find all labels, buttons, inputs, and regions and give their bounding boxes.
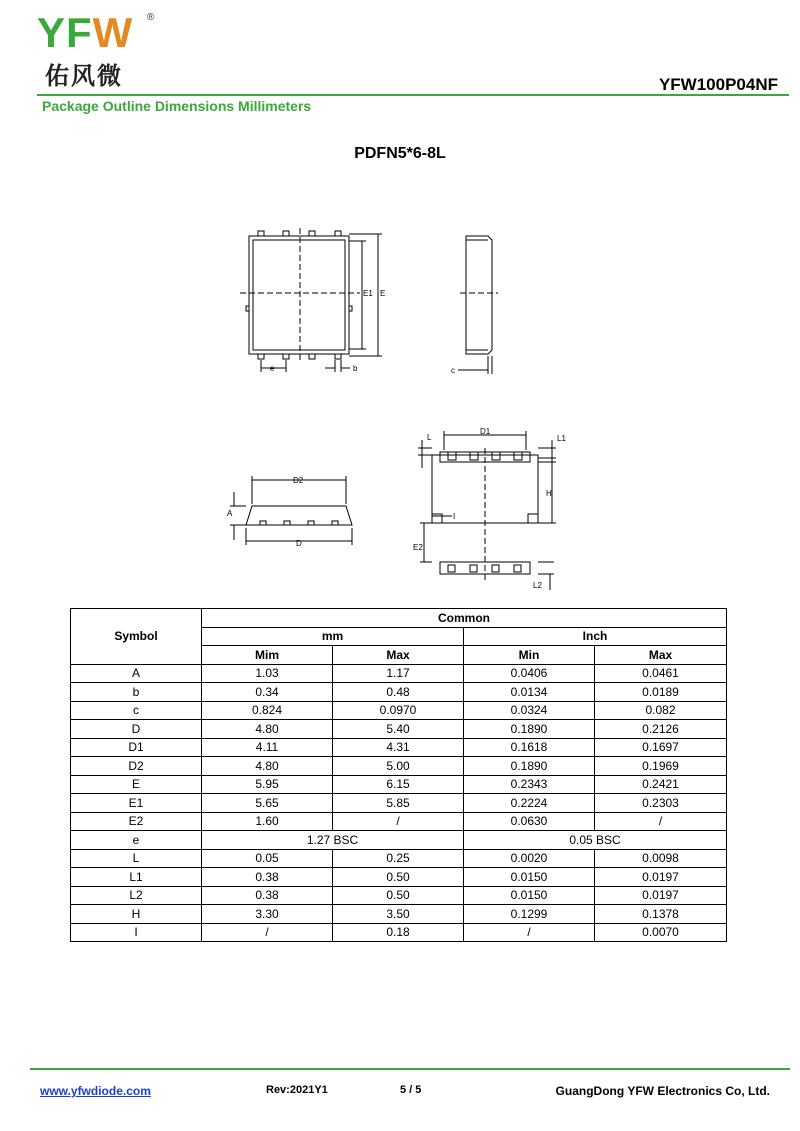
dim-label-a: A bbox=[227, 509, 233, 518]
dim-label-e1: E1 bbox=[363, 289, 373, 298]
cell-inch-max: 0.1378 bbox=[595, 905, 727, 924]
cell-symbol: I bbox=[71, 923, 202, 942]
cell-inch-min: 0.0630 bbox=[464, 812, 595, 831]
dim-label-e: e bbox=[270, 364, 275, 373]
dimensions-table bbox=[70, 608, 727, 942]
cell-symbol: E2 bbox=[71, 812, 202, 831]
cell-symbol: L bbox=[71, 849, 202, 868]
cell-mm-min: 4.80 bbox=[202, 720, 333, 739]
dim-label-c: c bbox=[451, 366, 455, 375]
logo-chinese-name: 佑风微 bbox=[45, 62, 123, 90]
cell-mm-min: 3.30 bbox=[202, 905, 333, 924]
cell-mm-min: 0.824 bbox=[202, 701, 333, 720]
cell-inch-min: 0.0134 bbox=[464, 683, 595, 702]
dim-label-d1: D1 bbox=[480, 427, 491, 436]
dim-label-d2: D2 bbox=[293, 476, 304, 485]
revision-label: Rev:2021Y1 bbox=[266, 1084, 328, 1096]
cell-symbol: L2 bbox=[71, 886, 202, 905]
cell-inch-min: 0.0150 bbox=[464, 886, 595, 905]
company-name: GuangDong YFW Electronics Co, Ltd. bbox=[555, 1084, 770, 1098]
bottom-view bbox=[418, 431, 556, 590]
front-view bbox=[230, 476, 352, 545]
cell-mm-max: 6.15 bbox=[333, 775, 464, 794]
inch-max-header: Max bbox=[595, 646, 727, 665]
mm-min-header: Mim bbox=[202, 646, 333, 665]
table-row bbox=[71, 886, 727, 905]
common-header: Common bbox=[202, 609, 727, 628]
table-row bbox=[71, 812, 727, 831]
cell-inch-max: 0.0189 bbox=[595, 683, 727, 702]
cell-inch-max: 0.0461 bbox=[595, 664, 727, 683]
dim-label-e-total: E bbox=[380, 289, 386, 298]
cell-mm-min: 1.03 bbox=[202, 664, 333, 683]
cell-inch-min: 0.2224 bbox=[464, 794, 595, 813]
cell-inch-min: 0.1299 bbox=[464, 905, 595, 924]
cell-symbol: b bbox=[71, 683, 202, 702]
cell-inch-max: 0.2421 bbox=[595, 775, 727, 794]
mm-max-header: Max bbox=[333, 646, 464, 665]
footer-divider bbox=[30, 1068, 790, 1070]
cell-inch-max: / bbox=[595, 812, 727, 831]
cell-inch-min: 0.1890 bbox=[464, 720, 595, 739]
cell-inch-max: 0.1969 bbox=[595, 757, 727, 776]
cell-mm-max: 5.85 bbox=[333, 794, 464, 813]
cell-mm-min: 0.38 bbox=[202, 868, 333, 887]
cell-mm-max: 1.17 bbox=[333, 664, 464, 683]
cell-symbol: e bbox=[71, 831, 202, 850]
table-row bbox=[71, 683, 727, 702]
cell-mm-min: 1.60 bbox=[202, 812, 333, 831]
cell-inch-max: 0.0070 bbox=[595, 923, 727, 942]
cell-symbol: D2 bbox=[71, 757, 202, 776]
cell-inch-min: 0.1890 bbox=[464, 757, 595, 776]
table-row bbox=[71, 701, 727, 720]
cell-inch-max: 0.1697 bbox=[595, 738, 727, 757]
cell-mm-max: 5.00 bbox=[333, 757, 464, 776]
cell-symbol: E1 bbox=[71, 794, 202, 813]
cell-mm-min: 4.80 bbox=[202, 757, 333, 776]
page-number: 5 / 5 bbox=[400, 1084, 422, 1096]
cell-inch-bsc: 0.05 BSC bbox=[464, 831, 727, 850]
table-row bbox=[71, 868, 727, 887]
cell-mm-min: 0.34 bbox=[202, 683, 333, 702]
inch-min-header: Min bbox=[464, 646, 595, 665]
cell-inch-min: 0.1618 bbox=[464, 738, 595, 757]
cell-mm-max: 0.25 bbox=[333, 849, 464, 868]
section-title: Package Outline Dimensions Millimeters bbox=[42, 98, 312, 114]
dim-label-b: b bbox=[353, 364, 358, 373]
cell-mm-min: 5.65 bbox=[202, 794, 333, 813]
unit-mm-header: mm bbox=[202, 627, 464, 646]
table-row bbox=[71, 794, 727, 813]
cell-mm-min: 0.05 bbox=[202, 849, 333, 868]
cell-mm-min: 0.38 bbox=[202, 886, 333, 905]
cell-symbol: c bbox=[71, 701, 202, 720]
cell-mm-max: 0.50 bbox=[333, 868, 464, 887]
cell-inch-min: 0.0406 bbox=[464, 664, 595, 683]
cell-symbol: D bbox=[71, 720, 202, 739]
cell-symbol: H bbox=[71, 905, 202, 924]
cell-symbol: E bbox=[71, 775, 202, 794]
dim-label-e2: E2 bbox=[413, 543, 423, 552]
cell-inch-max: 0.0197 bbox=[595, 886, 727, 905]
table-row bbox=[71, 923, 727, 942]
table-row bbox=[71, 775, 727, 794]
top-view bbox=[240, 228, 382, 372]
cell-inch-min: 0.0150 bbox=[464, 868, 595, 887]
dim-label-l2: L2 bbox=[533, 581, 542, 590]
dim-label-h: H bbox=[546, 489, 552, 498]
dim-label-l: L bbox=[427, 433, 432, 442]
package-title: PDFN5*6-8L bbox=[354, 145, 446, 162]
cell-inch-max: 0.2126 bbox=[595, 720, 727, 739]
cell-mm-max: 0.0970 bbox=[333, 701, 464, 720]
cell-symbol: L1 bbox=[71, 868, 202, 887]
dim-label-i: I bbox=[453, 512, 456, 521]
table-row bbox=[71, 757, 727, 776]
table-row bbox=[71, 831, 727, 850]
cell-inch-min: / bbox=[464, 923, 595, 942]
table-row bbox=[71, 664, 727, 683]
website-link[interactable]: www.yfwdiode.com bbox=[40, 1084, 151, 1098]
cell-mm-max: 5.40 bbox=[333, 720, 464, 739]
cell-mm-max: 4.31 bbox=[333, 738, 464, 757]
logo-letters: YF bbox=[37, 9, 93, 56]
table-row bbox=[71, 905, 727, 924]
cell-mm-max: 0.18 bbox=[333, 923, 464, 942]
unit-inch-header: Inch bbox=[464, 627, 727, 646]
cell-inch-min: 0.0020 bbox=[464, 849, 595, 868]
dim-label-l1: L1 bbox=[557, 434, 566, 443]
cell-inch-max: 0.0197 bbox=[595, 868, 727, 887]
cell-mm-max: 0.48 bbox=[333, 683, 464, 702]
cell-mm-min: 4.11 bbox=[202, 738, 333, 757]
symbol-header: Symbol bbox=[71, 609, 202, 665]
dim-label-d: D bbox=[296, 539, 302, 548]
cell-inch-max: 0.2303 bbox=[595, 794, 727, 813]
cell-symbol: A bbox=[71, 664, 202, 683]
table-row bbox=[71, 720, 727, 739]
cell-symbol: D1 bbox=[71, 738, 202, 757]
cell-mm-min: / bbox=[202, 923, 333, 942]
cell-inch-min: 0.0324 bbox=[464, 701, 595, 720]
logo-letter-w: W bbox=[92, 9, 134, 56]
cell-mm-max: 3.50 bbox=[333, 905, 464, 924]
table-row bbox=[71, 849, 727, 868]
part-number: YFW100P04NF bbox=[658, 75, 778, 94]
cell-mm-bsc: 1.27 BSC bbox=[202, 831, 464, 850]
registered-mark: ® bbox=[147, 12, 155, 23]
cell-inch-max: 0.0098 bbox=[595, 849, 727, 868]
cell-inch-min: 0.2343 bbox=[464, 775, 595, 794]
cell-inch-max: 0.082 bbox=[595, 701, 727, 720]
cell-mm-max: 0.50 bbox=[333, 886, 464, 905]
table-row bbox=[71, 738, 727, 757]
cell-mm-max: / bbox=[333, 812, 464, 831]
side-view bbox=[458, 236, 498, 374]
cell-mm-min: 5.95 bbox=[202, 775, 333, 794]
